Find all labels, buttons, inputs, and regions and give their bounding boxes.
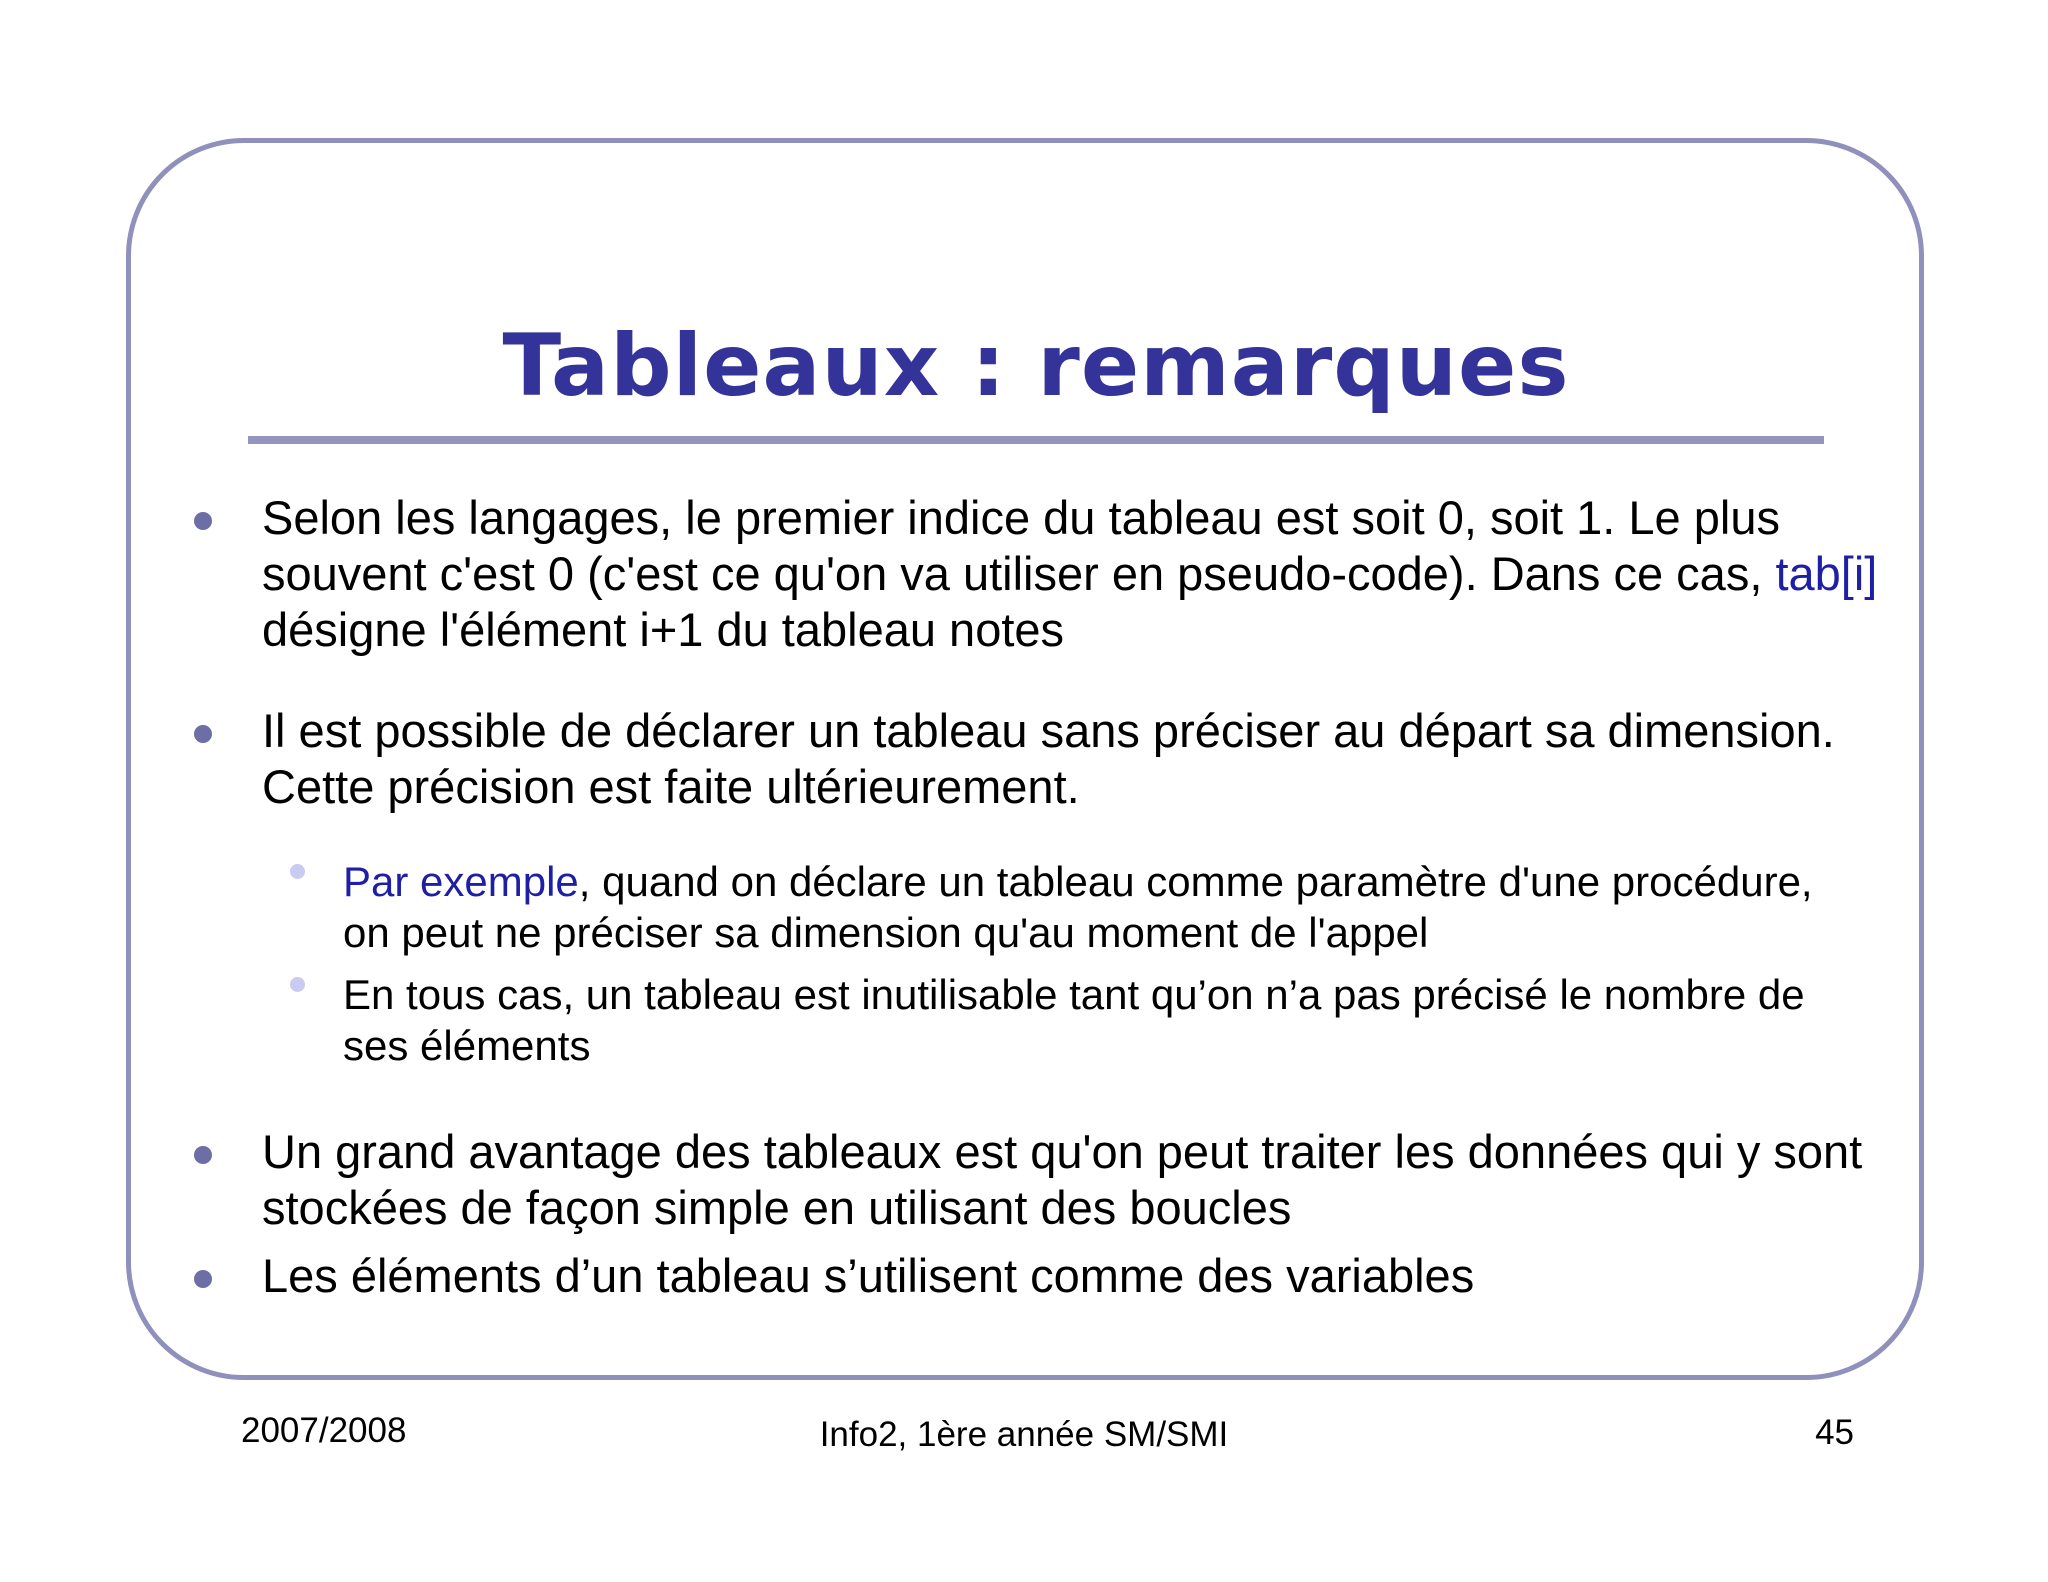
bullet-item-3: Un grand avantage des tableaux est qu'on peut traiter les données qui y sont stockées de façon simple en utilisant des boucles: [262, 1125, 1863, 1234]
slide-title: Tableaux : remarques: [502, 316, 1570, 416]
sub-bullet-dot: [290, 864, 305, 879]
bullet-item-1: [262, 490, 1882, 658]
sub-bullet-1-highlight: Par exemple: [343, 858, 579, 905]
bullet-dot: [194, 1146, 212, 1164]
footer-page-number: 45: [1815, 1413, 1854, 1452]
footer-date: 2007/2008: [241, 1411, 407, 1450]
bullet-dot: [194, 725, 212, 743]
footer-course: Info2, 1ère année SM/SMI: [819, 1415, 1229, 1454]
bullet-dot: [194, 512, 212, 530]
sub-bullet-1-text: , quand on déclare un tableau comme paramètre d'une procédure, on peut ne préciser sa dimension qu'au moment de l'appel: [343, 858, 1813, 956]
bullet-dot: [194, 1270, 212, 1288]
bullet-1-text-after: désigne l'élément i+1 du tableau notes: [262, 603, 1065, 656]
sub-bullet-item-2: En tous cas, un tableau est inutilisable tant qu’on n’a pas précisé le nombre de ses éléments: [343, 971, 1805, 1069]
sub-bullet-dot: [290, 977, 305, 992]
bullet-item-4: Les éléments d’un tableau s’utilisent comme des variables: [262, 1249, 1475, 1302]
bullet-item-2: Il est possible de déclarer un tableau sans préciser au départ sa dimension. Cette précision est faite ultérieurement.: [262, 704, 1835, 813]
title-underline: [248, 436, 1824, 444]
bullet-1-text-before: Selon les langages, le premier indice du tableau est soit 0, soit 1. Le plus souvent c'est 0 (c'est ce qu'on va utiliser en pseudo-code). Dans ce cas,: [262, 491, 1780, 600]
bullet-1-highlight: tab[i]: [1775, 547, 1878, 600]
sub-bullet-item-1: [343, 856, 1843, 958]
